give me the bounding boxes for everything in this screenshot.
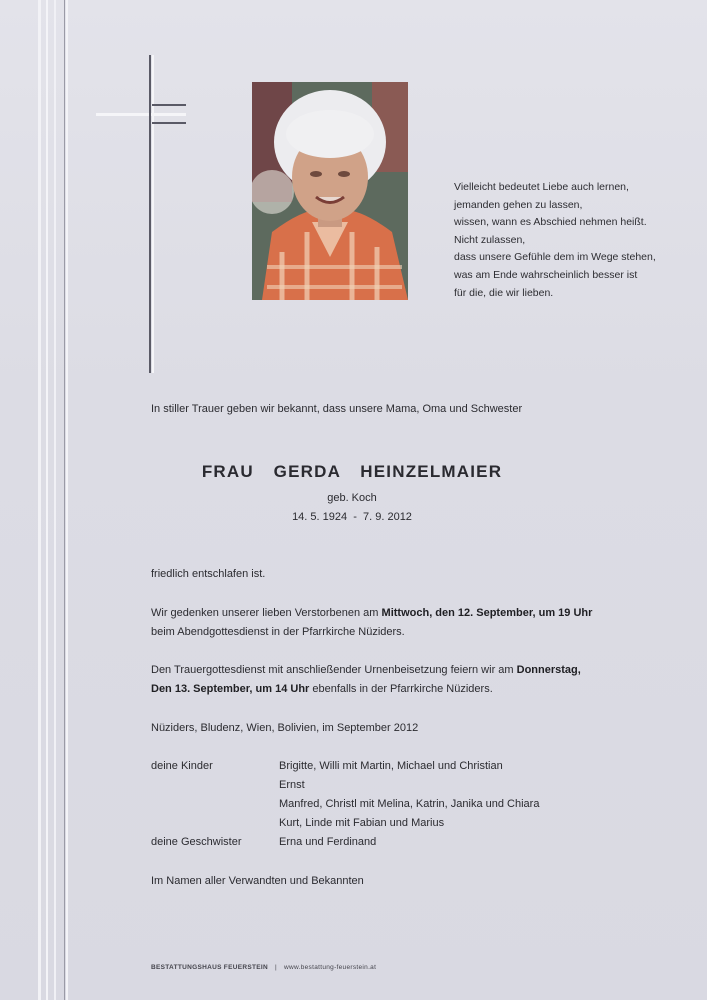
children-entry: Kurt, Linde mit Fabian und Marius bbox=[279, 817, 445, 829]
footer bbox=[151, 964, 376, 971]
siblings-label: deine Geschwister bbox=[151, 836, 242, 848]
place-date: Nüziders, Bludenz, Wien, Bolivien, im September 2012 bbox=[151, 722, 419, 734]
life-dates: 14. 5. 1924 - 7. 9. 2012 bbox=[292, 511, 412, 523]
memorial-date: Mittwoch, den 12. September, um 19 Uhr bbox=[381, 607, 593, 619]
memorial-text: Wir gedenken unserer lieben Verstorbenen am bbox=[151, 607, 382, 619]
intro-text: In stiller Trauer geben wir bekannt, dass unsere Mama, Oma und Schwester bbox=[151, 403, 523, 415]
birth-name: geb. Koch bbox=[327, 492, 377, 504]
poem-line: wissen, wann es Abschied nehmen heißt. bbox=[454, 216, 647, 229]
decor-stripe bbox=[46, 0, 48, 1000]
decor-stripe bbox=[38, 0, 41, 1000]
poem-line: Vielleicht bedeutet Liebe auch lernen, bbox=[454, 181, 629, 193]
children-label: deine Kinder bbox=[151, 760, 213, 772]
poem-line: Nicht zulassen, bbox=[454, 233, 526, 246]
funeral-date: Den 13. September, um 14 Uhr bbox=[151, 683, 310, 695]
passed-text: friedlich entschlafen ist. bbox=[151, 568, 266, 580]
poem-line: für die, die wir lieben. bbox=[454, 286, 554, 299]
memorial-line-2: beim Abendgottesdienst in der Pfarrkirche Nüziders. bbox=[151, 626, 405, 638]
footer-brand: BESTATTUNGSHAUS FEUERSTEIN bbox=[151, 964, 268, 971]
footer-separator: | bbox=[274, 964, 277, 971]
funeral-text: Den Trauergottesdienst mit anschließender Urnenbeisetzung feiern wir am bbox=[151, 664, 517, 676]
deceased-name: FRAU GERDA HEINZELMAIER bbox=[201, 462, 503, 481]
children-entry: Ernst bbox=[279, 779, 305, 791]
siblings-entry: Erna und Ferdinand bbox=[279, 836, 377, 848]
memorial-line-1 bbox=[151, 607, 592, 619]
funeral-place: ebenfalls in der Pfarrkirche Nüziders. bbox=[309, 683, 493, 695]
poem-line: jemanden gehen zu lassen, bbox=[454, 198, 583, 211]
decor-stripe bbox=[64, 0, 65, 1000]
funeral-line-1 bbox=[151, 664, 581, 676]
closing-text: Im Namen aller Verwandten und Bekannten bbox=[151, 875, 364, 887]
children-entry: Brigitte, Willi mit Martin, Michael und Christian bbox=[279, 760, 503, 772]
decor-stripe bbox=[54, 0, 56, 1000]
children-entry: Manfred, Christl mit Melina, Katrin, Janika und Chiara bbox=[279, 798, 540, 810]
portrait-photo bbox=[252, 82, 408, 300]
decor-stripe bbox=[66, 0, 68, 1000]
poem bbox=[454, 179, 694, 302]
footer-url: www.bestattung-feuerstein.at bbox=[283, 964, 377, 971]
poem-line: dass unsere Gefühle dem im Wege stehen, bbox=[454, 251, 656, 264]
funeral-day: Donnerstag, bbox=[516, 664, 581, 676]
funeral-line-2 bbox=[151, 683, 493, 695]
poem-line: was am Ende wahrscheinlich besser ist bbox=[454, 268, 638, 281]
